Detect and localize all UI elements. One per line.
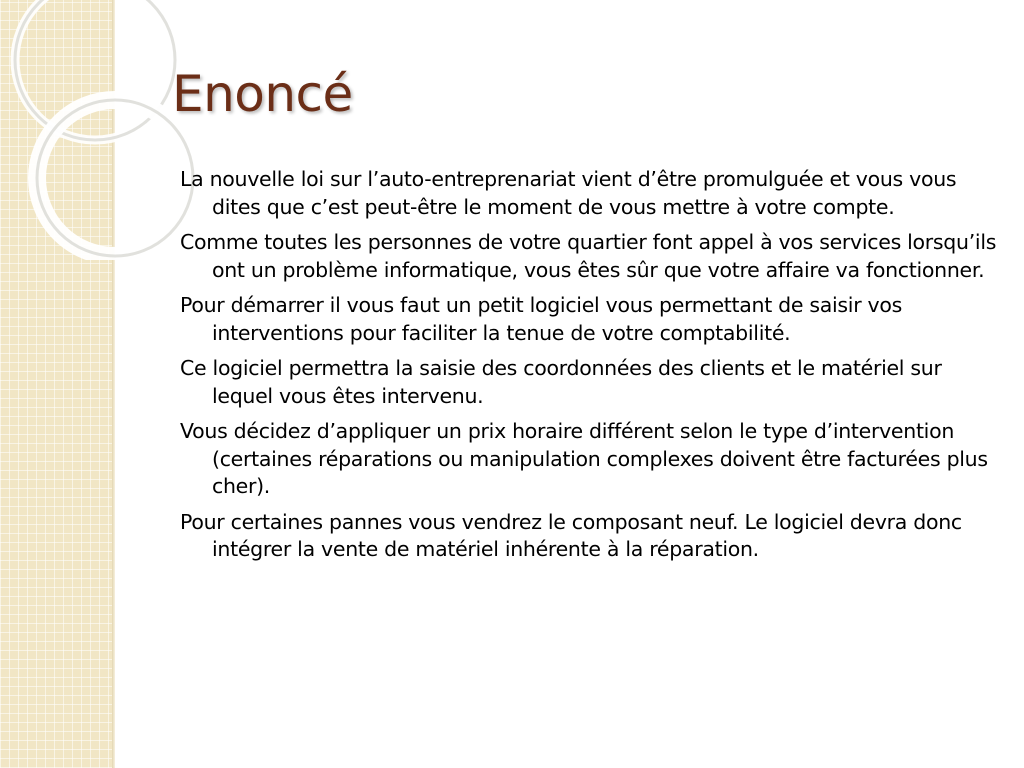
paragraph: Ce logiciel permettra la saisie des coordonnées des clients et le matériel sur lequel vous êtes intervenu. (180, 356, 942, 408)
slide-body (180, 166, 1000, 572)
decorative-rings-icon (0, 0, 200, 260)
paragraph: Pour certaines pannes vous vendrez le composant neuf. Le logiciel devra donc intégrer la vente de matériel inhérente à la réparation. (180, 509, 962, 561)
paragraph: Pour démarrer il vous faut un petit logiciel vous permettant de saisir vos interventions pour faciliter la tenue de votre comptabilité. (180, 293, 902, 345)
paragraph: Vous décidez d’appliquer un prix horaire différent selon le type d’intervention (certaines réparations ou manipulation complexes doivent être facturées plus cher). (180, 419, 988, 498)
paragraph: Comme toutes les personnes de votre quartier font appel à vos services lorsqu’ils ont un problème informatique, vous êtes sûr que votre affaire va fonctionner. (180, 230, 997, 282)
paragraph: La nouvelle loi sur l’auto-entreprenariat vient d’être promulguée et vous vous dites que c’est peut-être le moment de vous mettre à votre compte. (180, 167, 957, 219)
slide-title: Enoncé (172, 65, 353, 123)
